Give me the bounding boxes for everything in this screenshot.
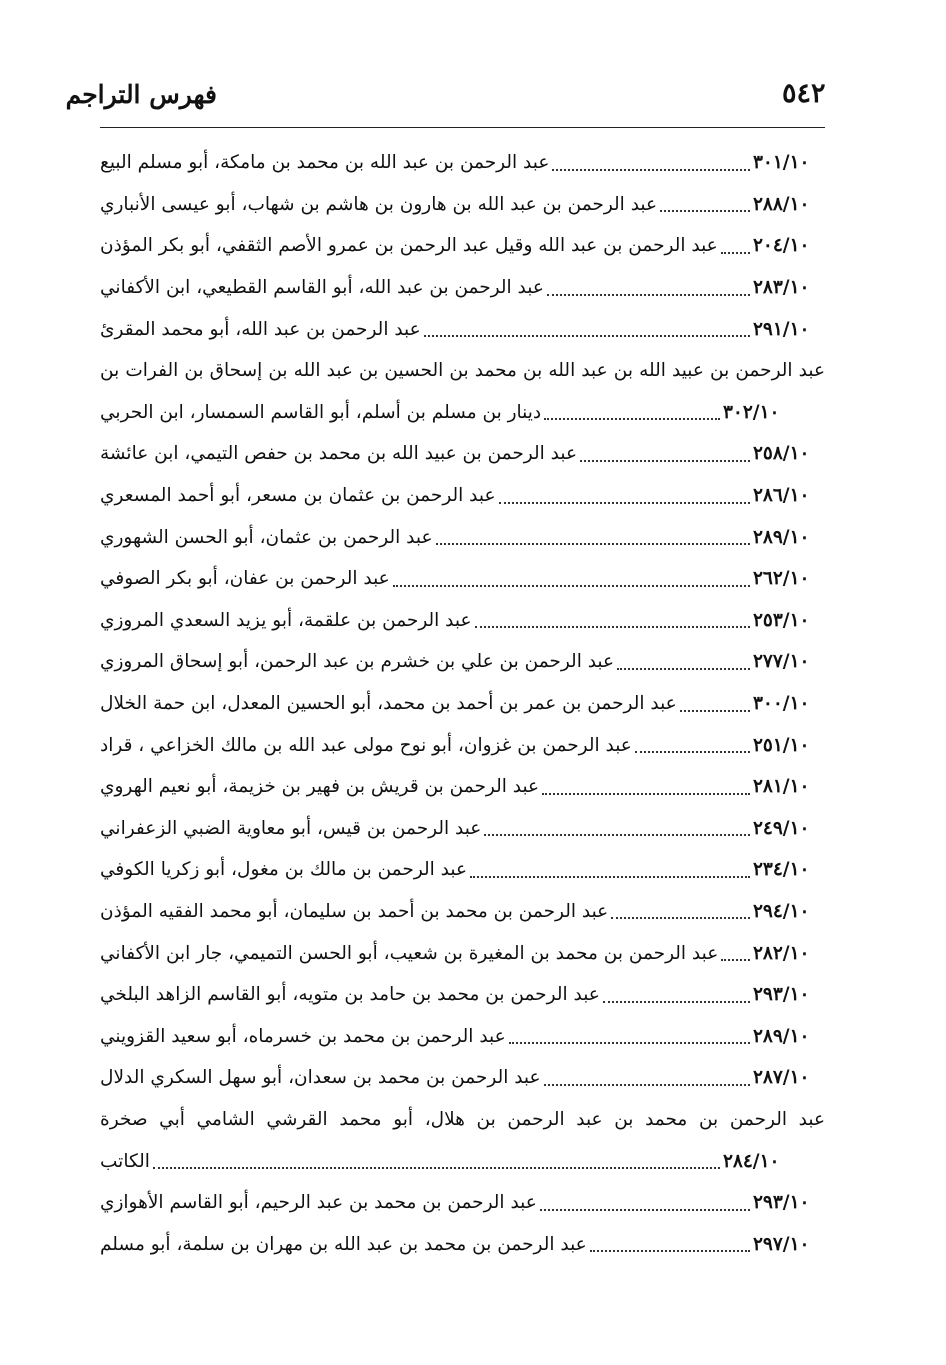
entry-name: عبد الرحمن بن عثمان بن مسعر، أبو أحمد المسعري xyxy=(100,485,496,507)
entry-name: عبد الرحمن بن عبد الله بن هارون بن هاشم بن شهاب، أبو عيسى الأنباري xyxy=(100,193,658,215)
index-entry xyxy=(100,1057,825,1099)
index-entry xyxy=(100,683,825,725)
entry-name: عبد الرحمن بن عبد الله، أبو القاسم القطيعي، ابن الأكفاني xyxy=(100,277,544,299)
entry-name: عبد الرحمن بن محمد بن حامد بن متويه، أبو القاسم الزاهد البلخي xyxy=(100,984,600,1006)
entry-name: عبد الرحمن بن عبيد الله بن محمد بن حفص التيمي، ابن عائشة xyxy=(100,443,578,465)
entry-name: عبد الرحمن بن مالك بن مغول، أبو زكريا الكوفي xyxy=(100,859,468,881)
entry-reference: ٢٨٩/١٠ xyxy=(753,1025,810,1047)
index-entry xyxy=(100,808,825,850)
index-entry xyxy=(100,1182,825,1224)
dot-leader xyxy=(393,581,750,587)
entry-name: عبد الرحمن بن عبيد الله بن عبد الله بن محمد بن الحسين بن عبد الله بن إسحاق بن الفرات بن xyxy=(100,360,825,382)
entry-reference: ٢٩٣/١٠ xyxy=(753,1192,810,1214)
entry-name: عبد الرحمن بن محمد بن سعدان، أبو سهل السكري الدلال xyxy=(100,1067,541,1089)
dot-leader xyxy=(580,456,750,462)
entry-reference: ٣٠٠/١٠ xyxy=(753,693,810,715)
index-entry xyxy=(100,142,825,184)
index-entry xyxy=(100,433,825,475)
entry-reference: ٢٨٢/١٠ xyxy=(753,942,810,964)
entry-name: عبد الرحمن بن علقمة، أبو يزيد السعدي المروزي xyxy=(100,609,472,631)
dot-leader xyxy=(424,331,750,337)
entry-name: عبد الرحمن بن محمد بن المغيرة بن شعيب، أبو الحسن التميمي، جار ابن الأكفاني xyxy=(100,942,719,964)
index-entry xyxy=(100,516,825,558)
dot-leader xyxy=(603,997,750,1003)
index-entry xyxy=(100,225,825,267)
page-title: فهرس التراجم xyxy=(65,80,217,109)
entry-name: عبد الرحمن بن عفان، أبو بكر الصوفي xyxy=(100,568,390,590)
dot-leader xyxy=(544,414,720,420)
entry-name: عبد الرحمن بن عبد الله وقيل عبد الرحمن بن عمرو الأصم الثقفي، أبو بكر المؤذن xyxy=(100,235,718,257)
index-entry xyxy=(100,891,825,933)
index-entry xyxy=(100,1015,825,1057)
index-entry xyxy=(100,724,825,766)
entry-reference: ٢٨٧/١٠ xyxy=(753,1067,810,1089)
dot-leader xyxy=(436,539,751,545)
index-entry xyxy=(100,766,825,808)
entry-reference: ٢٩٧/١٠ xyxy=(753,1233,810,1255)
dot-leader xyxy=(721,955,750,961)
dot-leader xyxy=(611,913,750,919)
entry-name: عبد الرحمن بن محمد بن خسرماه، أبو سعيد القزويني xyxy=(100,1025,506,1047)
dot-leader xyxy=(680,706,750,712)
dot-leader xyxy=(635,747,750,753)
dot-leader xyxy=(153,1163,720,1169)
entry-reference: ٢٨٨/١٠ xyxy=(753,193,810,215)
index-entry xyxy=(100,641,825,683)
entry-reference: ٢٥٨/١٠ xyxy=(753,443,810,465)
index-entry xyxy=(100,308,825,350)
entry-reference: ٢٥٣/١٠ xyxy=(753,609,810,631)
dot-leader xyxy=(540,1205,750,1211)
entry-reference: ٢٦٢/١٠ xyxy=(753,568,810,590)
dot-leader xyxy=(590,1246,750,1252)
dot-leader xyxy=(470,872,750,878)
header-divider xyxy=(100,127,825,128)
index-entry xyxy=(100,558,825,600)
index-entry xyxy=(100,849,825,891)
entry-reference: ٢٨٩/١٠ xyxy=(753,526,810,548)
entry-reference: ٢٨٣/١٠ xyxy=(753,277,810,299)
entry-name: عبد الرحمن بن قيس، أبو معاوية الضبي الزعفراني xyxy=(100,817,482,839)
index-entry xyxy=(100,350,825,392)
dot-leader xyxy=(721,248,750,254)
index-entry xyxy=(100,932,825,974)
entry-name: عبد الرحمن بن محمد بن عبد الله بن مهران بن سلمة، أبو مسلم xyxy=(100,1233,587,1255)
index-entry xyxy=(100,1140,825,1182)
index-entry xyxy=(100,974,825,1016)
entry-reference: ٣٠٢/١٠ xyxy=(723,401,780,423)
entry-name: عبد الرحمن بن عثمان، أبو الحسن الشهوري xyxy=(100,526,433,548)
entry-reference: ٢٣٤/١٠ xyxy=(753,859,810,881)
index-entry xyxy=(100,600,825,642)
dot-leader xyxy=(484,830,750,836)
dot-leader xyxy=(542,789,750,795)
entry-name: الكاتب xyxy=(100,1150,150,1172)
page-header xyxy=(65,74,826,114)
entry-reference: ٢٨٤/١٠ xyxy=(723,1150,780,1172)
entry-reference: ٢٥١/١٠ xyxy=(753,734,810,756)
entry-name: عبد الرحمن بن علي بن خشرم بن عبد الرحمن، أبو إسحاق المروزي xyxy=(100,651,615,673)
entry-name: عبد الرحمن بن قريش بن فهير بن خزيمة، أبو نعيم الهروي xyxy=(100,776,540,798)
dot-leader xyxy=(544,1080,750,1086)
entry-reference: ٢٠٤/١٠ xyxy=(753,235,810,257)
entry-reference: ٢٤٩/١٠ xyxy=(753,817,810,839)
entry-reference: ٢٩١/١٠ xyxy=(753,318,810,340)
entry-name: عبد الرحمن بن محمد بن أحمد بن سليمان، أبو محمد الفقيه المؤذن xyxy=(100,900,609,922)
dot-leader xyxy=(499,498,750,504)
index-entry xyxy=(100,1099,825,1141)
entry-reference: ٢٨٦/١٠ xyxy=(753,485,810,507)
index-entry xyxy=(100,392,825,434)
entry-reference: ٢٩٤/١٠ xyxy=(753,900,810,922)
entry-name: عبد الرحمن بن عبد الله، أبو محمد المقرئ xyxy=(100,318,421,340)
dot-leader xyxy=(547,290,750,296)
entry-reference: ٣٠١/١٠ xyxy=(753,152,810,174)
index-entry xyxy=(100,1223,825,1265)
dot-leader xyxy=(552,165,750,171)
index-entry xyxy=(100,267,825,309)
entry-name: دينار بن مسلم بن أسلم، أبو القاسم السمسار، ابن الحربي xyxy=(100,401,542,423)
dot-leader xyxy=(475,622,750,628)
dot-leader xyxy=(509,1038,750,1044)
entry-name: عبد الرحمن بن محمد بن عبد الرحيم، أبو القاسم الأهوازي xyxy=(100,1192,537,1214)
entry-name: عبد الرحمن بن محمد بن عبد الرحمن بن هلال، أبو محمد القرشي الشامي أبي صخرة xyxy=(100,1108,825,1130)
entry-name: عبد الرحمن بن عبد الله بن محمد بن مامكة، أبو مسلم البيع xyxy=(100,152,550,174)
dot-leader xyxy=(617,664,750,670)
page-number: ٥٤٢ xyxy=(782,78,826,109)
entry-reference: ٢٧٧/١٠ xyxy=(753,651,810,673)
index-entry xyxy=(100,184,825,226)
entry-name: عبد الرحمن بن غزوان، أبو نوح مولى عبد الله بن مالك الخزاعي ، قراد xyxy=(100,734,632,756)
entry-reference: ٢٩٣/١٠ xyxy=(753,984,810,1006)
index-entries xyxy=(100,142,825,1265)
entry-reference: ٢٨١/١٠ xyxy=(753,776,810,798)
entry-name: عبد الرحمن بن عمر بن أحمد بن محمد، أبو الحسين المعدل، ابن حمة الخلال xyxy=(100,693,677,715)
dot-leader xyxy=(660,206,750,212)
index-entry xyxy=(100,475,825,517)
